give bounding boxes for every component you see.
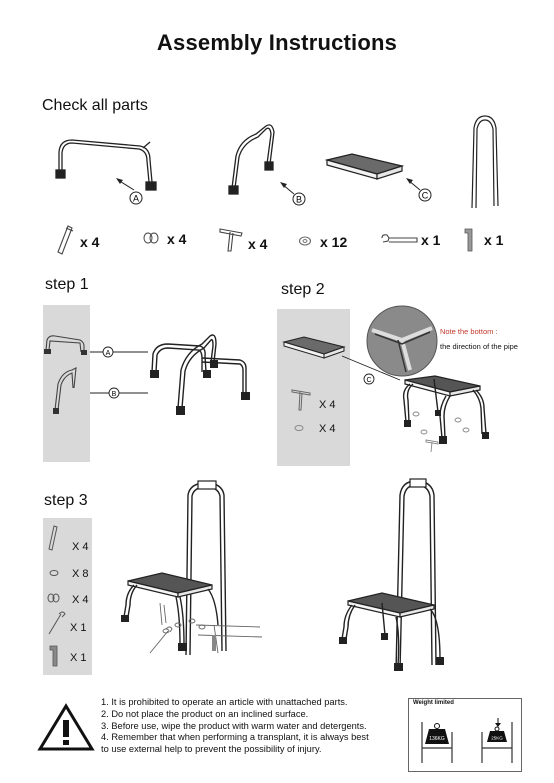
cap-icon [143,232,159,244]
part-a-letter: A [132,193,140,204]
hex-key-icon [462,227,478,253]
t-wrench-icon [218,225,246,253]
step3-illustration [100,475,550,685]
step3-item-qty: X 4 [72,594,89,606]
part-b-letter: B [295,194,303,205]
warning-icon [38,703,94,751]
hardware-qty: x 4 [80,234,100,250]
part-a-frame [56,140,156,190]
hardware-qty: x 1 [484,232,504,248]
step1-heading: step 1 [45,276,89,293]
step2-illustration [270,300,550,470]
warning-item: to use external help to prevent the possibility of injury. [101,744,322,755]
spanner-icon [380,232,420,248]
step2-note-title: Note the bottom : [440,327,498,336]
part-c-board [327,154,402,179]
step2-label-c: C [366,377,372,384]
hardware-qty: x 12 [320,234,348,250]
step3-item-qty: X 8 [72,568,89,580]
step2-note-text: the direction of the pipe [440,342,518,351]
step3-item-qty: X 1 [70,622,87,634]
step2-item-qty: X 4 [319,399,336,411]
warning-item: 1. It is prohibited to operate an article with unattached parts. [101,697,348,707]
step3-heading: step 3 [44,492,88,509]
weight-limit-illustration [412,708,518,766]
part-c-letter: C [421,190,429,201]
part-b-frame [229,125,274,194]
tall-handle-frame [472,116,498,208]
step2-heading: step 2 [281,281,325,298]
warning-item: 4. Remember that when performing a transplant, it is always best [101,732,369,743]
hardware-qty: x 4 [167,231,187,247]
hardware-qty: x 4 [248,236,268,252]
step3-item-qty: X 1 [70,652,87,664]
step1-label-b: B [111,391,117,398]
weight-limit-title: Weight limited [413,700,454,706]
check-parts-heading: Check all parts [42,97,148,114]
warning-list [101,697,411,756]
step1-label-a: A [105,350,111,357]
weight-label-right: 25KG [491,735,503,741]
hardware-qty: x 1 [421,232,441,248]
warning-item: 2. Do not place the product on an inclined surface. [101,708,309,719]
washer-icon [298,236,312,246]
step3-parts-icons [43,518,73,675]
weight-label-left: 136KG [429,736,445,742]
step2-item-qty: X 4 [319,423,336,435]
parts-illustration [0,110,554,220]
step1-illustration [0,300,280,430]
bolt-icon [50,224,80,256]
page-title: Assembly Instructions [156,30,398,55]
warning-item: 3. Before use, wipe the product with warm water and detergents. [101,720,367,731]
step3-item-qty: X 4 [72,541,89,553]
